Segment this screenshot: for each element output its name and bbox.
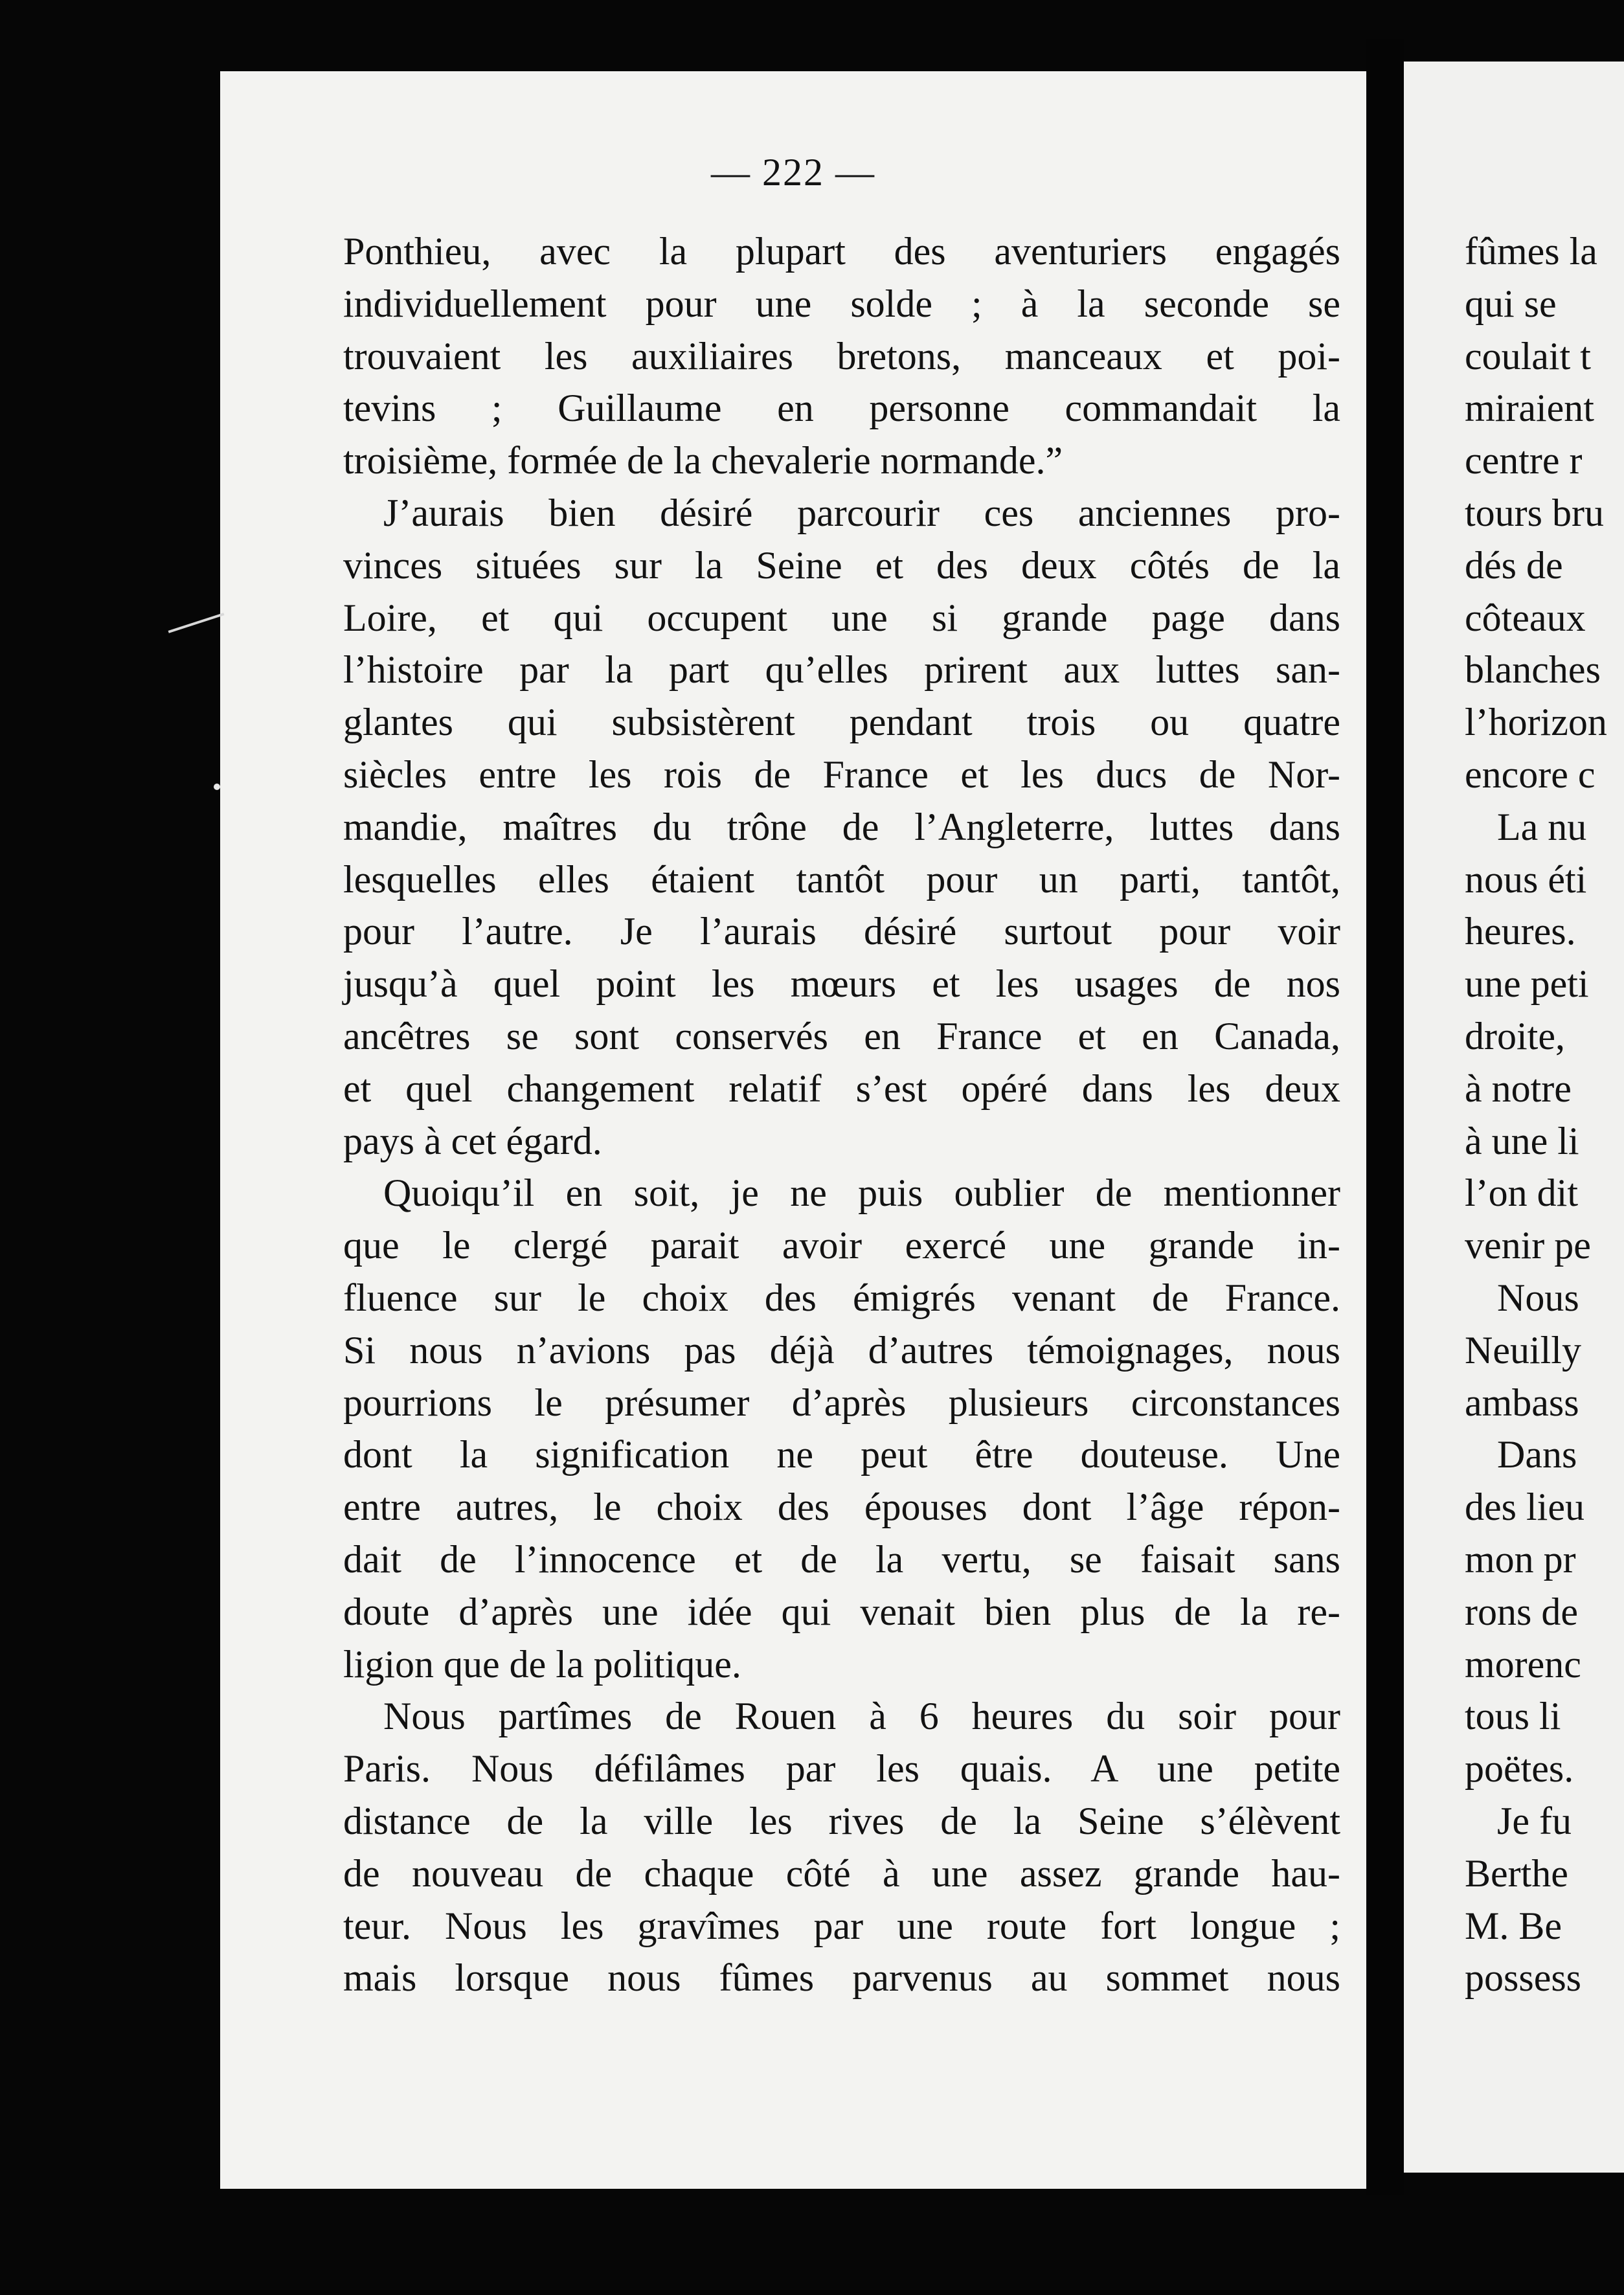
text-line: entre autres, le choix des épouses dont l’âge répon- bbox=[343, 1486, 1340, 1529]
text-line: Nous partîmes de Rouen à 6 heures du soir pour bbox=[383, 1695, 1340, 1738]
facing-page-line: miraient bbox=[1465, 387, 1594, 430]
facing-page-line: La nu bbox=[1497, 805, 1587, 848]
text-line: ancêtres se sont conservés en France et en Canada, bbox=[343, 1014, 1340, 1057]
text-line: et quel changement relatif s’est opéré dans les deux bbox=[343, 1067, 1340, 1110]
facing-page-line: qui se bbox=[1465, 282, 1557, 325]
facing-page-line: à notre bbox=[1465, 1067, 1572, 1110]
facing-page-line: côteaux bbox=[1465, 596, 1586, 639]
facing-page-line: Nous bbox=[1497, 1276, 1579, 1319]
text-line: de nouveau de chaque côté à une assez grande hau- bbox=[343, 1851, 1340, 1895]
text-line: tevins ; Guillaume en personne commandait la bbox=[343, 387, 1340, 430]
scan-scratch bbox=[168, 613, 225, 633]
facing-page-line: à une li bbox=[1465, 1119, 1579, 1162]
text-line: troisième, formée de la chevalerie normande.” bbox=[343, 439, 1063, 482]
scan-speck bbox=[214, 784, 220, 790]
text-line: individuellement pour une solde ; à la seconde se bbox=[343, 282, 1340, 325]
facing-page-line: heures. bbox=[1465, 910, 1576, 953]
facing-page-line: dés de bbox=[1465, 543, 1563, 587]
facing-page-line: Je fu bbox=[1497, 1799, 1572, 1842]
facing-page-line: poëtes. bbox=[1465, 1747, 1574, 1791]
facing-page-line: tous li bbox=[1465, 1695, 1561, 1738]
text-line: pour l’autre. Je l’aurais désiré surtout pour voir bbox=[343, 910, 1340, 953]
facing-page-line: coulait t bbox=[1465, 334, 1591, 378]
facing-page-line: encore c bbox=[1465, 752, 1596, 796]
text-line: pourrions le présumer d’après plusieurs circonstances bbox=[343, 1381, 1340, 1424]
facing-page-line: Dans bbox=[1497, 1433, 1577, 1476]
text-line: trouvaient les auxiliaires bretons, manceaux et poi- bbox=[343, 334, 1340, 378]
facing-page-line: Neuilly bbox=[1465, 1328, 1581, 1372]
facing-page-line: l’horizon bbox=[1465, 701, 1607, 744]
left-page-text bbox=[343, 225, 1340, 2004]
facing-page-line: Berthe bbox=[1465, 1851, 1568, 1895]
text-line: Si nous n’avions pas déjà d’autres témoignages, nous bbox=[343, 1328, 1340, 1372]
facing-page-line: une peti bbox=[1465, 962, 1589, 1006]
text-line: doute d’après une idée qui venait bien plus de la re- bbox=[343, 1590, 1340, 1633]
facing-page-line: ambass bbox=[1465, 1381, 1579, 1424]
text-line: que le clergé parait avoir exercé une grande in- bbox=[343, 1224, 1340, 1267]
page-number: — 222 — bbox=[711, 151, 875, 194]
text-line: glantes qui subsistèrent pendant trois ou quatre bbox=[343, 701, 1340, 744]
facing-page-line: mon pr bbox=[1465, 1537, 1576, 1581]
facing-page-line: venir pe bbox=[1465, 1224, 1591, 1267]
facing-page-line: centre r bbox=[1465, 439, 1583, 482]
text-line: Paris. Nous défilâmes par les quais. A une petite bbox=[343, 1747, 1340, 1791]
text-line: mais lorsque nous fûmes parvenus au sommet nous bbox=[343, 1956, 1340, 2000]
text-line: Loire, et qui occupent une si grande page dans bbox=[343, 596, 1340, 639]
text-line: jusqu’à quel point les mœurs et les usages de nos bbox=[343, 962, 1340, 1006]
facing-page-line: morenc bbox=[1465, 1642, 1581, 1686]
text-line: Quoiqu’il en soit, je ne puis oublier de mentionner bbox=[383, 1171, 1340, 1215]
text-line: distance de la ville les rives de la Seine s’élèvent bbox=[343, 1799, 1340, 1842]
facing-page-line: tours bru bbox=[1465, 491, 1604, 534]
facing-page-line: droite, bbox=[1465, 1014, 1565, 1057]
facing-page-line: M. Be bbox=[1465, 1904, 1562, 1947]
text-line: dont la signification ne peut être douteuse. Une bbox=[343, 1433, 1340, 1476]
text-line: ligion que de la politique. bbox=[343, 1642, 741, 1686]
text-line: dait de l’innocence et de la vertu, se faisait sans bbox=[343, 1537, 1340, 1581]
facing-page-line: blanches bbox=[1465, 648, 1601, 692]
facing-page-line: fûmes la bbox=[1465, 230, 1597, 273]
book-gutter bbox=[1366, 39, 1404, 2195]
text-line: lesquelles elles étaient tantôt pour un parti, tantôt, bbox=[343, 857, 1340, 901]
facing-page-line: possess bbox=[1465, 1956, 1582, 2000]
text-line: teur. Nous les gravîmes par une route fort longue ; bbox=[343, 1904, 1340, 1947]
facing-page-line: nous éti bbox=[1465, 857, 1587, 901]
text-line: vinces situées sur la Seine et des deux côtés de la bbox=[343, 543, 1340, 587]
facing-page-text bbox=[1465, 225, 1624, 2004]
text-line: fluence sur le choix des émigrés venant de France. bbox=[343, 1276, 1340, 1319]
facing-page-line: des lieu bbox=[1465, 1486, 1585, 1529]
text-line: siècles entre les rois de France et les ducs de Nor- bbox=[343, 752, 1340, 796]
facing-page-line: l’on dit bbox=[1465, 1171, 1578, 1215]
text-line: l’histoire par la part qu’elles prirent aux luttes san- bbox=[343, 648, 1340, 692]
text-line: J’aurais bien désiré parcourir ces anciennes pro- bbox=[383, 491, 1340, 534]
text-line: mandie, maîtres du trône de l’Angleterre, luttes dans bbox=[343, 805, 1340, 848]
text-line: pays à cet égard. bbox=[343, 1119, 602, 1162]
text-line: Ponthieu, avec la plupart des aventuriers engagés bbox=[343, 230, 1340, 273]
facing-page-line: rons de bbox=[1465, 1590, 1578, 1633]
